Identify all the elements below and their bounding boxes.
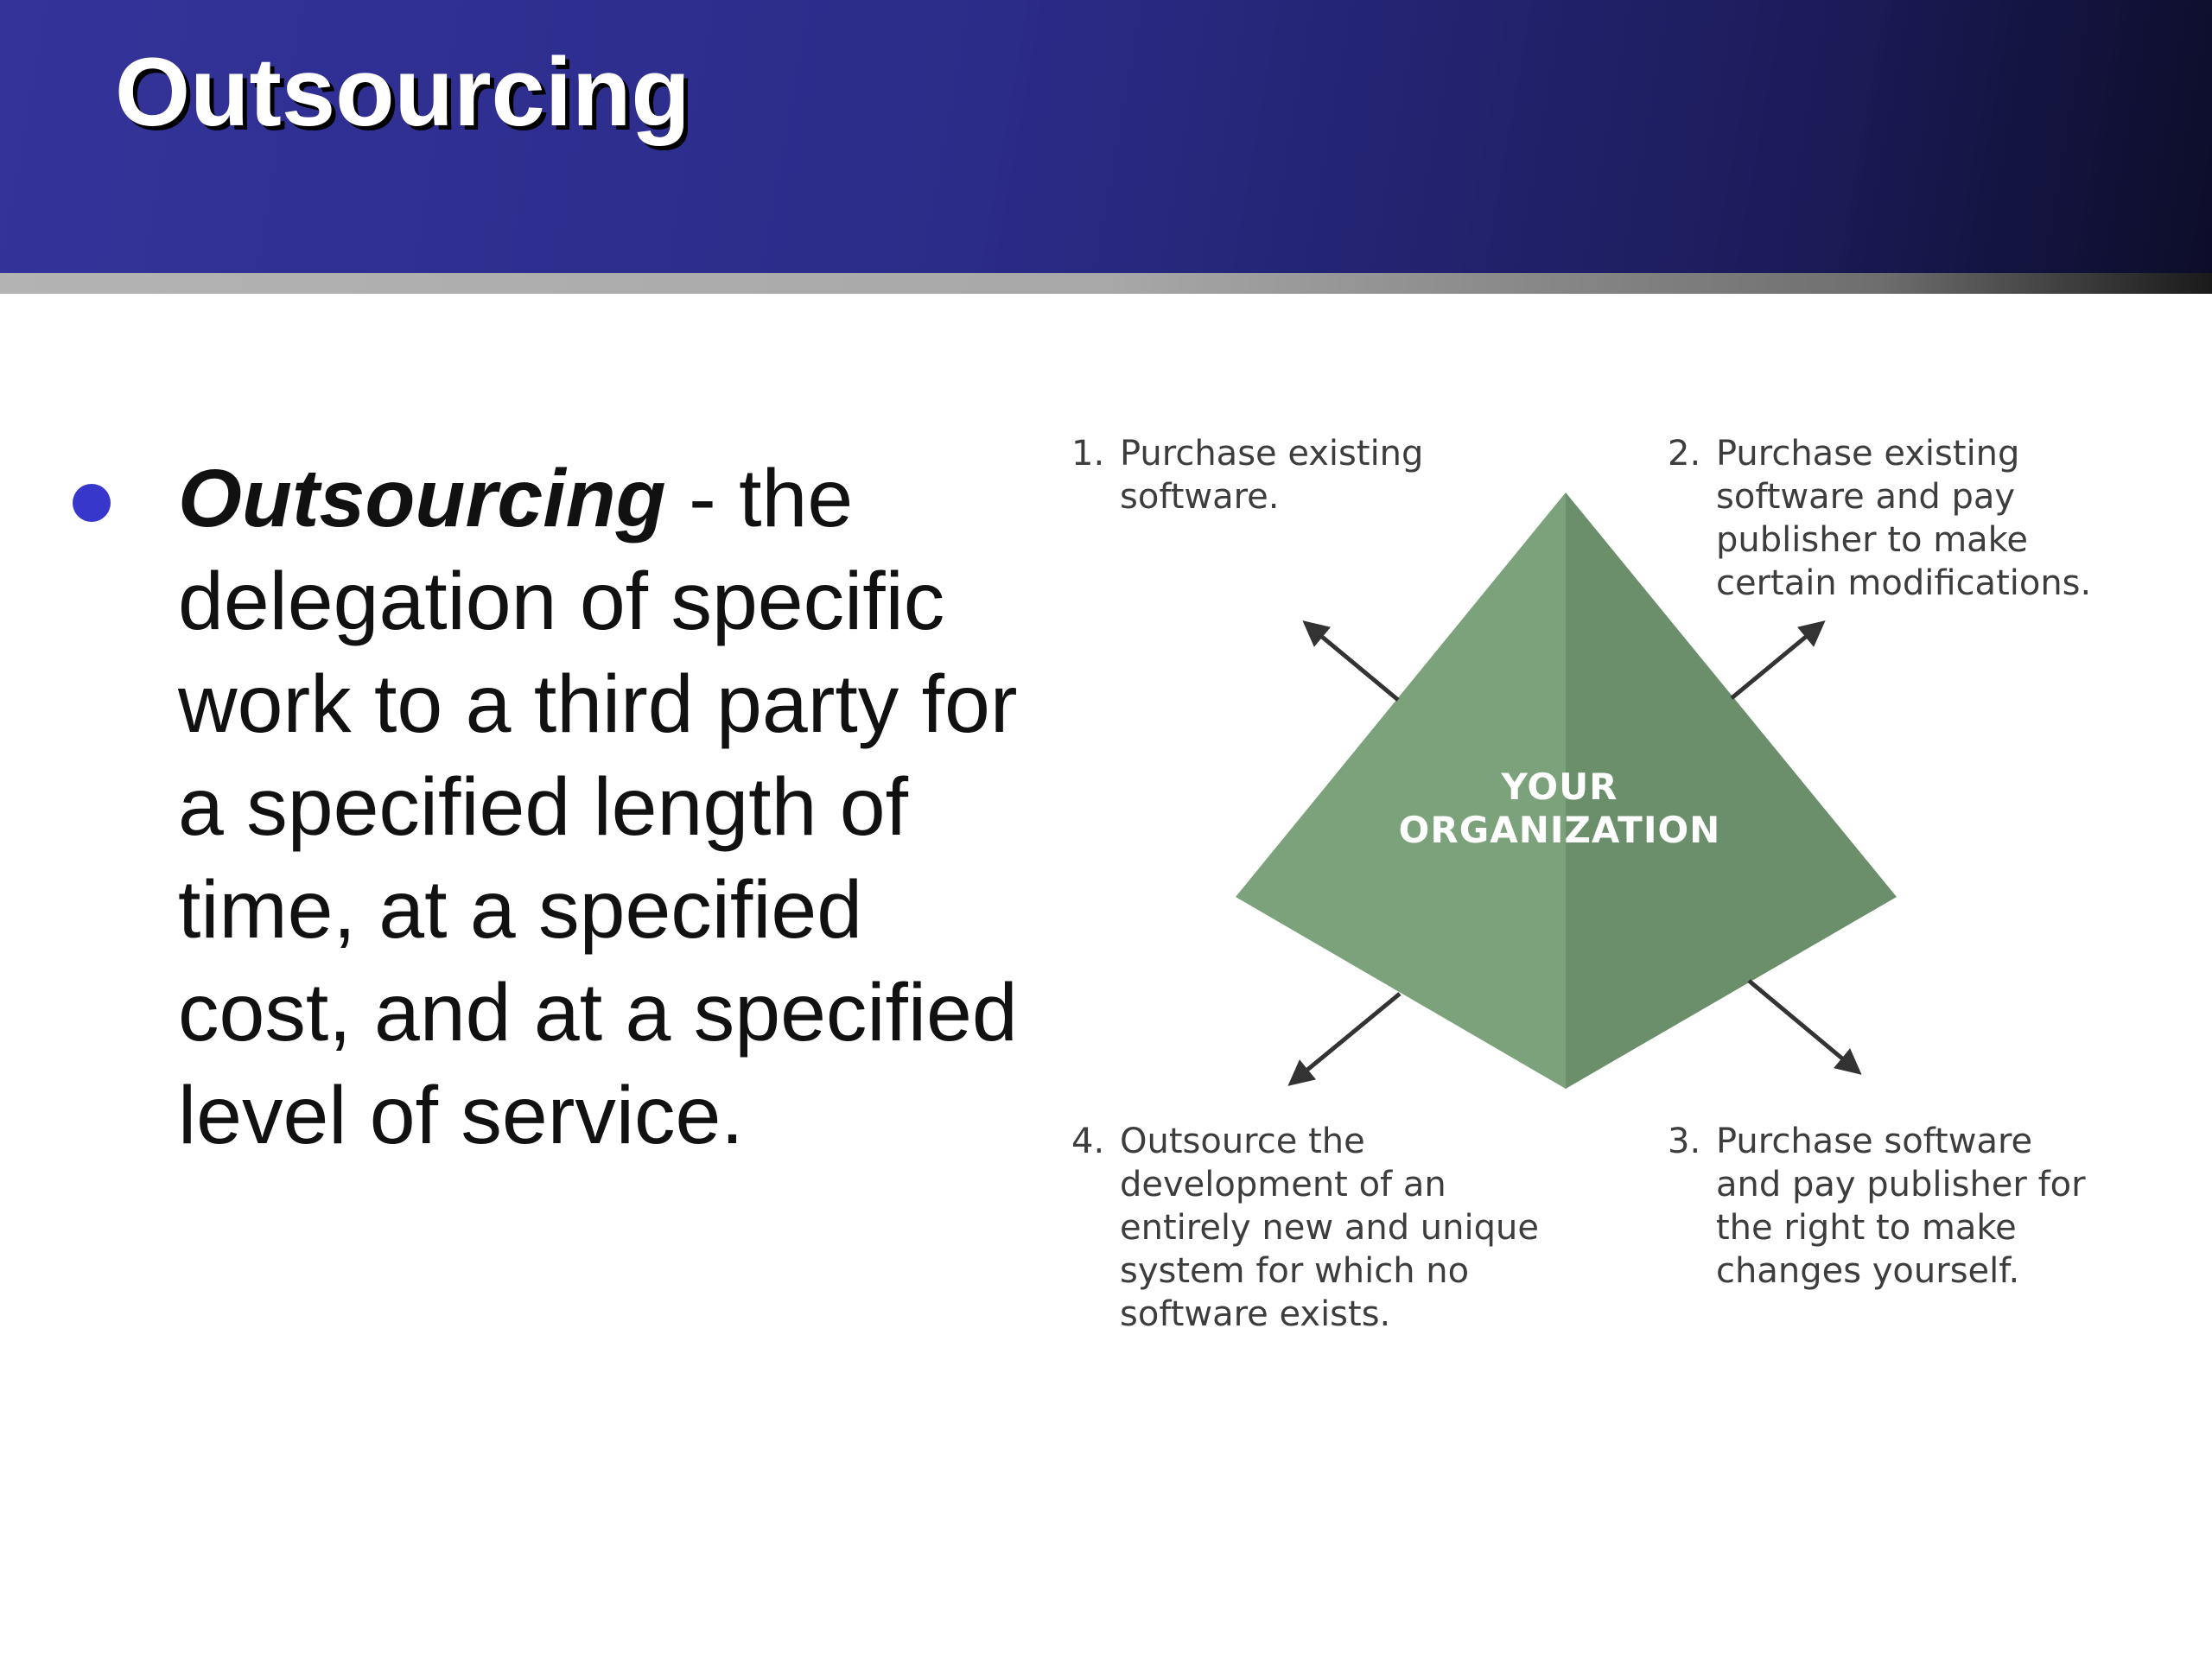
slide-title: Outsourcing — [115, 38, 690, 146]
arrow-option-4 — [1292, 994, 1400, 1083]
arrow-option-1 — [1306, 624, 1398, 700]
center-label-line-2: ORGANIZATION — [1398, 809, 1721, 851]
option-1-text: Purchase existing software. — [1120, 434, 1424, 517]
definition-body: - the delegation of specific work to a third party for a specified length of time, at a specified cost, and at a specified level of service. — [178, 453, 1018, 1161]
option-1-number: 1. — [1071, 434, 1105, 474]
option-3-text: Purchase software and pay publisher for the right to make changes yourself. — [1716, 1122, 2086, 1291]
center-label — [1348, 766, 1771, 852]
option-4-text: Outsource the development of an entirely new and unique system for which no software exists. — [1120, 1122, 1539, 1334]
arrow-option-2 — [1732, 624, 1821, 698]
center-label-line-1: YOUR — [1501, 766, 1618, 808]
definition-term: Outsourcing — [178, 453, 666, 544]
arrow-option-3 — [1749, 981, 1858, 1071]
option-2-number: 2. — [1668, 434, 1701, 474]
option-3-number: 3. — [1668, 1122, 1701, 1161]
option-4-number: 4. — [1071, 1122, 1105, 1161]
option-2-text: Purchase existing software and pay publisher to make certain modifications. — [1716, 434, 2092, 603]
